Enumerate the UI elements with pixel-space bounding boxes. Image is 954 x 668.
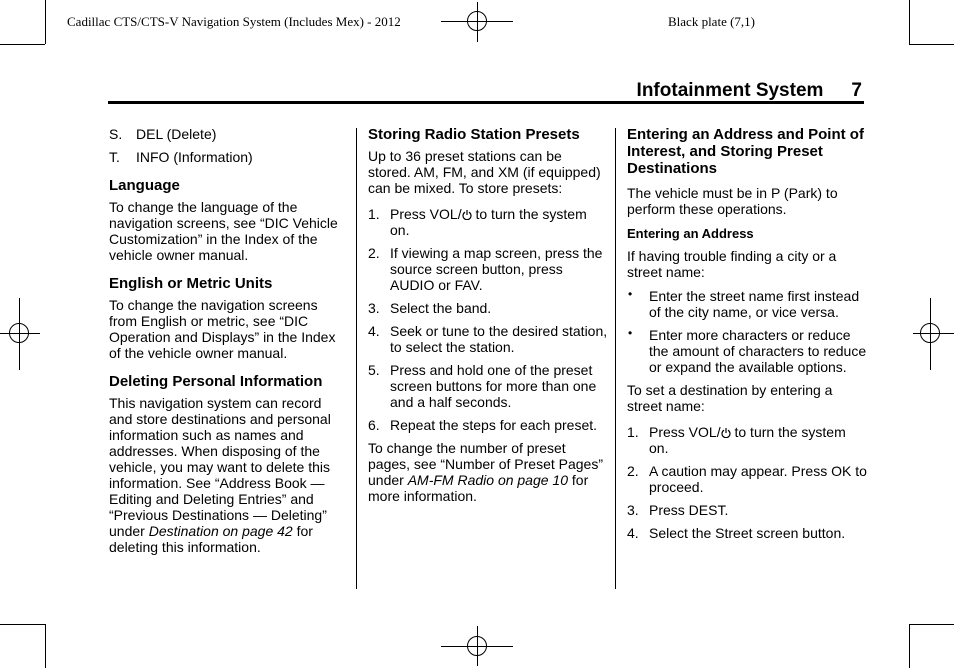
heading-deleting: Deleting Personal Information [109, 373, 323, 390]
column-2 [368, 126, 608, 511]
running-header [637, 80, 862, 102]
list-item: T. INFO (Information) [109, 149, 253, 165]
units-text: To change the navigation screens from English or metric, see “DIC Operation and Displays” in the Index of the vehicle owner manual. [109, 297, 336, 361]
list-item: S. DEL (Delete) [109, 126, 217, 142]
crop-mark [0, 624, 45, 625]
presets-intro: Up to 36 preset stations can be stored. AM, FM, and XM (if equipped) can be mixed. To store presets: [368, 148, 601, 196]
park-text: The vehicle must be in P (Park) to perform these operations. [627, 185, 838, 217]
step-item: 1. Press VOL/ to turn the system on. [368, 206, 587, 238]
heading-entering-address: Entering an Address and Point of Interest, and Storing Preset Destinations [627, 126, 864, 177]
heading-units: English or Metric Units [109, 275, 273, 292]
step-item: 6. Repeat the steps for each preset. [368, 417, 598, 433]
step-item: 2. A caution may appear. Press OK to proceed. [627, 463, 867, 495]
crop-mark [0, 44, 45, 45]
plate-info-left: Cadillac CTS/CTS-V Navigation System (Includes Mex) - 2012 [67, 14, 401, 29]
step-item: 4. Select the Street screen button. [627, 525, 846, 541]
step-item: 3. Press DEST. [627, 502, 729, 518]
step-item: 5. Press and hold one of the preset screen buttons for more than one and a half seconds. [368, 362, 597, 410]
step-item: 1. Press VOL/ to turn the system on. [627, 424, 846, 456]
steps-list [627, 424, 867, 541]
presets-outro: To change the number of preset pages, see “Number of Preset Pages” under AM-FM Radio on page 10 for more information. [368, 440, 604, 504]
power-icon [462, 210, 472, 220]
column-divider [615, 128, 616, 589]
column-1 [109, 126, 345, 562]
bullet-item: • Enter more characters or reduce the amount of characters to reduce or expand the available options. [628, 326, 867, 375]
section-title: Infotainment System [636, 80, 824, 101]
crop-mark [909, 624, 954, 625]
cross-reference-link: AM-FM Radio on page 10 [407, 472, 569, 488]
subheading-entering-address: Entering an Address [627, 226, 754, 241]
power-icon [721, 428, 731, 438]
step-item: 2. If viewing a map screen, press the source screen button, press AUDIO or FAV. [368, 245, 603, 293]
heading-storing-presets: Storing Radio Station Presets [368, 126, 580, 143]
plate-info-right: Black plate (7,1) [668, 14, 755, 29]
crop-mark [909, 624, 910, 668]
set-destination-text: To set a destination by entering a street name: [627, 382, 833, 414]
page-number: 7 [851, 80, 862, 101]
column-3 [627, 126, 867, 548]
deleting-text: This navigation system can record and store destinations and personal information such as names and addresses. When disposing of the vehicle, you may want to delete this information. See “Address Book — Editing and Deleting Entries” and “Previous Destinations — Deleting” under Destination on page 42 for deleting this information. [109, 395, 331, 555]
bullet-item: • Enter the street name first instead of the city name, or vice versa. [628, 287, 860, 320]
crop-mark [909, 44, 954, 45]
header-rule [108, 101, 864, 104]
cross-reference-link: Destination on page 42 [148, 523, 293, 539]
trouble-text: If having trouble finding a city or a street name: [627, 248, 837, 280]
column-divider [356, 128, 357, 589]
crop-mark [45, 0, 46, 44]
step-item: 3. Select the band. [368, 300, 492, 316]
crop-mark [909, 0, 910, 44]
steps-list [368, 206, 608, 433]
language-text: To change the language of the navigation screens, see “DIC Vehicle Customization” in the Index of the vehicle owner manual. [109, 199, 338, 263]
step-item: 4. Seek or tune to the desired station, to select the station. [368, 323, 608, 355]
heading-language: Language [109, 177, 180, 194]
bullet-list [627, 288, 867, 375]
crop-mark [45, 624, 46, 668]
